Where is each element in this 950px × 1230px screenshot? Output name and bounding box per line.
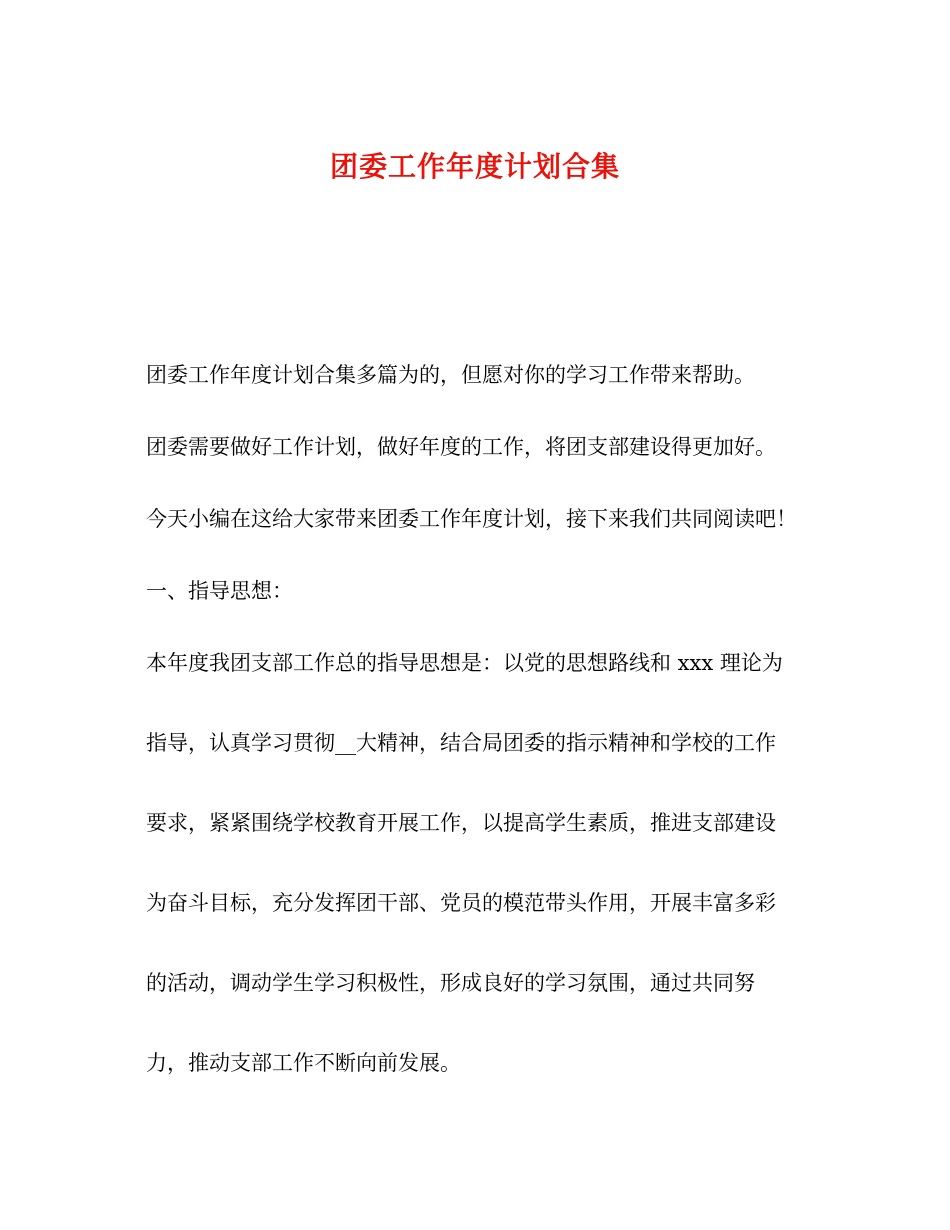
paragraph-line: 的活动，调动学生学习积极性，形成良好的学习氛围，通过共同努 bbox=[146, 971, 755, 995]
paragraph-line: 力，推动支部工作不断向前发展。 bbox=[146, 1051, 461, 1075]
document-title: 团委工作年度计划合集 bbox=[329, 149, 620, 183]
paragraph-line: 要求，紧紧围绕学校教育开展工作，以提高学生素质，推进支部建设 bbox=[146, 811, 776, 835]
paragraph-line: 指导，认真学习贯彻__大精神，结合局团委的指示精神和学校的工作 bbox=[146, 731, 776, 755]
document-body bbox=[146, 362, 846, 1076]
paragraph-intro-2: 团委需要做好工作计划，做好年度的工作，将团支部建设得更加好。 bbox=[146, 435, 776, 459]
paragraph-intro-1: 团委工作年度计划合集多篇为的，但愿对你的学习工作带来帮助。 bbox=[146, 363, 755, 387]
section-heading-guiding-thought: 一、指导思想： bbox=[146, 579, 293, 603]
paragraph-line: 为奋斗目标，充分发挥团干部、党员的模范带头作用，开展丰富多彩 bbox=[146, 891, 776, 915]
paragraph-intro-3: 今天小编在这给大家带来团委工作年度计划，接下来我们共同阅读吧！ bbox=[146, 507, 797, 531]
paragraph-line: 本年度我团支部工作总的指导思想是：以党的思想路线和 xxx 理论为 bbox=[146, 651, 783, 675]
paragraph-guiding-thought bbox=[146, 650, 846, 1076]
